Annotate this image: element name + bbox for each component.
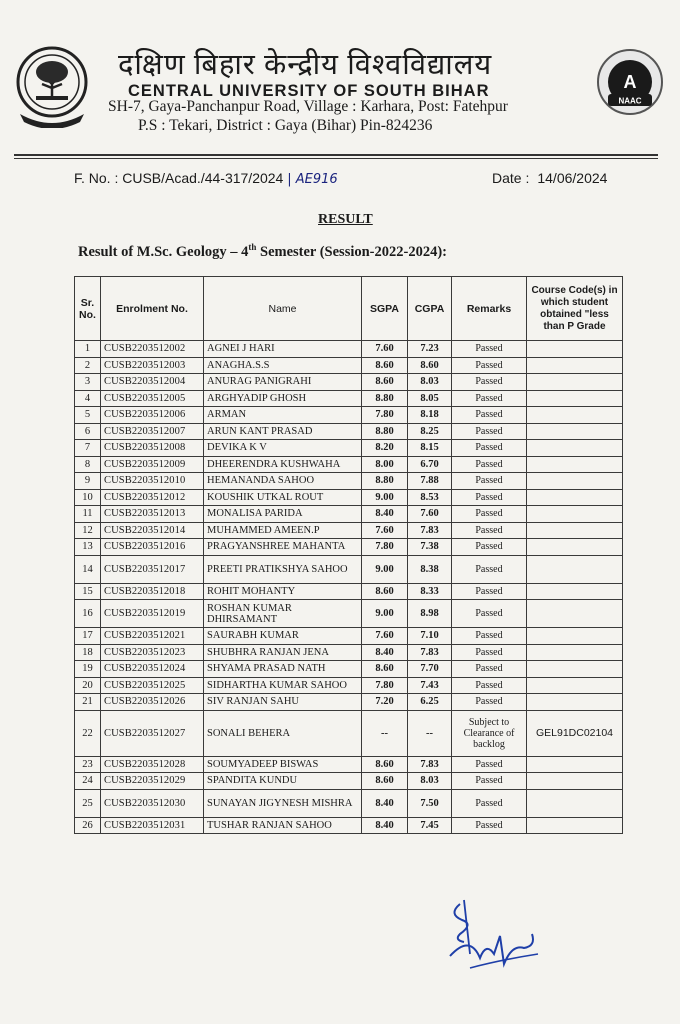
row-remarks: Passed: [452, 661, 527, 678]
address-line-1: SH-7, Gaya-Panchanpur Road, Village : Karhara, Post: Fatehpur: [108, 98, 508, 115]
row-enrolment-no: CUSB2203512030: [101, 789, 204, 817]
row-enrolment-no: CUSB2203512016: [101, 539, 204, 556]
row-remarks: Passed: [452, 773, 527, 790]
row-cgpa: 7.83: [408, 756, 452, 773]
table-row: [75, 390, 623, 407]
header-divider: [14, 154, 658, 156]
row-name: AGNEI J HARI: [204, 341, 362, 358]
row-cgpa: 8.18: [408, 407, 452, 424]
address-line-2: P.S : Tekari, District : Gaya (Bihar) Pin-824236: [138, 117, 433, 134]
row-sr-no: 4: [75, 390, 101, 407]
row-sr-no: 18: [75, 644, 101, 661]
row-cgpa: 7.10: [408, 628, 452, 645]
row-sr-no: 3: [75, 374, 101, 391]
row-cgpa: 8.60: [408, 357, 452, 374]
row-sr-no: 14: [75, 555, 101, 583]
university-logo: [14, 40, 90, 128]
row-name: HEMANANDA SAHOO: [204, 473, 362, 490]
row-sr-no: 6: [75, 423, 101, 440]
row-enrolment-no: CUSB2203512010: [101, 473, 204, 490]
row-cgpa: 7.50: [408, 789, 452, 817]
row-cgpa: 6.25: [408, 694, 452, 711]
row-sr-no: 11: [75, 506, 101, 523]
row-enrolment-no: CUSB2203512009: [101, 456, 204, 473]
row-name: ARMAN: [204, 407, 362, 424]
row-remarks: Passed: [452, 817, 527, 834]
row-sr-no: 5: [75, 407, 101, 424]
row-course-code: [527, 390, 623, 407]
row-cgpa: 8.25: [408, 423, 452, 440]
row-name: KOUSHIK UTKAL ROUT: [204, 489, 362, 506]
row-name: SAURABH KUMAR: [204, 628, 362, 645]
row-sr-no: 23: [75, 756, 101, 773]
row-sgpa: 8.60: [362, 661, 408, 678]
row-sgpa: 7.60: [362, 522, 408, 539]
date-value: 14/06/2024: [537, 170, 608, 186]
row-course-code: [527, 756, 623, 773]
date-label: Date :: [492, 170, 530, 186]
table-row: [75, 489, 623, 506]
row-sgpa: 8.40: [362, 817, 408, 834]
naac-label: NAAC: [618, 96, 642, 106]
row-enrolment-no: CUSB2203512004: [101, 374, 204, 391]
row-cgpa: 8.38: [408, 555, 452, 583]
row-remarks: Passed: [452, 789, 527, 817]
row-sr-no: 13: [75, 539, 101, 556]
row-name: SIV RANJAN SAHU: [204, 694, 362, 711]
issue-date: [492, 170, 607, 186]
header-course-codes: Course Code(s) in which student obtained "less than P Grade: [527, 277, 623, 341]
table-row: [75, 710, 623, 756]
row-course-code: GEL91DC02104: [527, 710, 623, 756]
row-remarks: Passed: [452, 506, 527, 523]
table-row: [75, 522, 623, 539]
table-row: [75, 555, 623, 583]
result-table-body: [75, 341, 623, 834]
row-name: DEVIKA K V: [204, 440, 362, 457]
row-sgpa: 7.60: [362, 341, 408, 358]
row-sgpa: 8.40: [362, 789, 408, 817]
row-course-code: [527, 694, 623, 711]
row-remarks: Passed: [452, 628, 527, 645]
table-row: [75, 407, 623, 424]
row-sgpa: 8.20: [362, 440, 408, 457]
header-name: Name: [204, 277, 362, 341]
row-sr-no: 2: [75, 357, 101, 374]
row-enrolment-no: CUSB2203512024: [101, 661, 204, 678]
row-enrolment-no: CUSB2203512007: [101, 423, 204, 440]
row-remarks: Passed: [452, 473, 527, 490]
row-name: TUSHAR RANJAN SAHOO: [204, 817, 362, 834]
row-enrolment-no: CUSB2203512023: [101, 644, 204, 661]
row-remarks: Passed: [452, 341, 527, 358]
row-sr-no: 8: [75, 456, 101, 473]
row-remarks: Passed: [452, 522, 527, 539]
row-enrolment-no: CUSB2203512025: [101, 677, 204, 694]
header-sr-no: Sr. No.: [75, 277, 101, 341]
file-number-printed: F. No. : CUSB/Acad./44-317/2024: [74, 170, 284, 186]
row-sgpa: 9.00: [362, 489, 408, 506]
row-course-code: [527, 661, 623, 678]
header-sgpa: SGPA: [362, 277, 408, 341]
row-cgpa: 6.70: [408, 456, 452, 473]
row-cgpa: 8.03: [408, 773, 452, 790]
row-course-code: [527, 473, 623, 490]
row-sgpa: 8.00: [362, 456, 408, 473]
row-course-code: [527, 407, 623, 424]
result-subtitle: Result of M.Sc. Geology – 4th Semester (Session-2022-2024):: [78, 242, 447, 260]
row-course-code: [527, 440, 623, 457]
university-name-hindi: दक्षिण बिहार केन्द्रीय विश्वविद्यालय: [118, 49, 493, 81]
row-cgpa: 7.43: [408, 677, 452, 694]
row-sgpa: --: [362, 710, 408, 756]
row-sgpa: 8.60: [362, 357, 408, 374]
row-remarks: Passed: [452, 407, 527, 424]
row-course-code: [527, 423, 623, 440]
row-sgpa: 8.80: [362, 423, 408, 440]
row-enrolment-no: CUSB2203512017: [101, 555, 204, 583]
row-remarks: Passed: [452, 644, 527, 661]
row-sr-no: 7: [75, 440, 101, 457]
row-enrolment-no: CUSB2203512005: [101, 390, 204, 407]
table-row: [75, 539, 623, 556]
file-number-handwritten: | AE916: [287, 172, 338, 187]
row-remarks: Passed: [452, 440, 527, 457]
row-course-code: [527, 374, 623, 391]
row-enrolment-no: CUSB2203512029: [101, 773, 204, 790]
row-enrolment-no: CUSB2203512028: [101, 756, 204, 773]
header-enrolment: Enrolment No.: [101, 277, 204, 341]
row-enrolment-no: CUSB2203512031: [101, 817, 204, 834]
row-course-code: [527, 583, 623, 600]
row-cgpa: 7.88: [408, 473, 452, 490]
row-name: SIDHARTHA KUMAR SAHOO: [204, 677, 362, 694]
row-enrolment-no: CUSB2203512018: [101, 583, 204, 600]
row-course-code: [527, 489, 623, 506]
row-sr-no: 25: [75, 789, 101, 817]
table-row: [75, 773, 623, 790]
row-course-code: [527, 539, 623, 556]
row-sgpa: 8.60: [362, 756, 408, 773]
row-sgpa: 9.00: [362, 555, 408, 583]
row-name: ARUN KANT PRASAD: [204, 423, 362, 440]
table-row: [75, 789, 623, 817]
table-row: [75, 583, 623, 600]
row-name: PRAGYANSHREE MAHANTA: [204, 539, 362, 556]
row-cgpa: --: [408, 710, 452, 756]
table-row: [75, 661, 623, 678]
table-row: [75, 506, 623, 523]
row-enrolment-no: CUSB2203512012: [101, 489, 204, 506]
row-name: ROHIT MOHANTY: [204, 583, 362, 600]
row-remarks: Passed: [452, 694, 527, 711]
signature: [440, 894, 550, 984]
row-sgpa: 8.60: [362, 374, 408, 391]
row-cgpa: 8.05: [408, 390, 452, 407]
row-remarks: Passed: [452, 756, 527, 773]
row-course-code: [527, 600, 623, 628]
row-sr-no: 1: [75, 341, 101, 358]
row-cgpa: 7.70: [408, 661, 452, 678]
row-course-code: [527, 628, 623, 645]
table-row: [75, 341, 623, 358]
table-row: [75, 600, 623, 628]
row-enrolment-no: CUSB2203512021: [101, 628, 204, 645]
row-remarks: Passed: [452, 390, 527, 407]
row-remarks: Subject to Clearance of backlog: [452, 710, 527, 756]
row-sgpa: 7.20: [362, 694, 408, 711]
row-name: SOUMYADEEP BISWAS: [204, 756, 362, 773]
row-name: SHYAMA PRASAD NATH: [204, 661, 362, 678]
row-course-code: [527, 506, 623, 523]
file-number: [74, 170, 338, 187]
row-remarks: Passed: [452, 600, 527, 628]
row-sgpa: 8.80: [362, 390, 408, 407]
row-sgpa: 8.60: [362, 773, 408, 790]
row-name: DHEERENDRA KUSHWAHA: [204, 456, 362, 473]
row-course-code: [527, 817, 623, 834]
row-name: ANAGHA.S.S: [204, 357, 362, 374]
table-row: [75, 677, 623, 694]
row-sgpa: 8.60: [362, 583, 408, 600]
row-enrolment-no: CUSB2203512014: [101, 522, 204, 539]
table-row: [75, 374, 623, 391]
row-sr-no: 19: [75, 661, 101, 678]
table-row: [75, 440, 623, 457]
row-sr-no: 9: [75, 473, 101, 490]
row-enrolment-no: CUSB2203512019: [101, 600, 204, 628]
row-sr-no: 15: [75, 583, 101, 600]
row-course-code: [527, 456, 623, 473]
row-remarks: Passed: [452, 374, 527, 391]
row-enrolment-no: CUSB2203512002: [101, 341, 204, 358]
row-cgpa: 8.33: [408, 583, 452, 600]
row-sr-no: 16: [75, 600, 101, 628]
naac-grade: A: [623, 72, 637, 92]
row-remarks: Passed: [452, 423, 527, 440]
row-name: ARGHYADIP GHOSH: [204, 390, 362, 407]
row-sr-no: 22: [75, 710, 101, 756]
row-name: ROSHAN KUMAR DHIRSAMANT: [204, 600, 362, 628]
table-row: [75, 628, 623, 645]
row-cgpa: 7.45: [408, 817, 452, 834]
document-title: RESULT: [318, 212, 373, 227]
result-table: [74, 276, 623, 834]
table-row: [75, 817, 623, 834]
row-cgpa: 7.60: [408, 506, 452, 523]
row-cgpa: 8.15: [408, 440, 452, 457]
row-remarks: Passed: [452, 456, 527, 473]
row-cgpa: 7.23: [408, 341, 452, 358]
row-remarks: Passed: [452, 583, 527, 600]
row-cgpa: 8.03: [408, 374, 452, 391]
row-enrolment-no: CUSB2203512013: [101, 506, 204, 523]
row-sgpa: 7.60: [362, 628, 408, 645]
row-cgpa: 7.83: [408, 522, 452, 539]
row-remarks: Passed: [452, 489, 527, 506]
row-name: SHUBHRA RANJAN JENA: [204, 644, 362, 661]
row-course-code: [527, 357, 623, 374]
row-cgpa: 7.38: [408, 539, 452, 556]
table-row: [75, 756, 623, 773]
row-remarks: Passed: [452, 539, 527, 556]
naac-badge-icon: [596, 48, 664, 116]
row-sr-no: 20: [75, 677, 101, 694]
row-course-code: [527, 341, 623, 358]
row-remarks: Passed: [452, 677, 527, 694]
row-enrolment-no: CUSB2203512006: [101, 407, 204, 424]
row-remarks: Passed: [452, 357, 527, 374]
row-course-code: [527, 677, 623, 694]
row-name: SUNAYAN JIGYNESH MISHRA: [204, 789, 362, 817]
row-enrolment-no: CUSB2203512003: [101, 357, 204, 374]
row-course-code: [527, 773, 623, 790]
university-name-english: CENTRAL UNIVERSITY OF SOUTH BIHAR: [128, 82, 490, 100]
row-enrolment-no: CUSB2203512027: [101, 710, 204, 756]
row-remarks: Passed: [452, 555, 527, 583]
row-name: MUHAMMED AMEEN.P: [204, 522, 362, 539]
row-sgpa: 8.80: [362, 473, 408, 490]
row-sgpa: 7.80: [362, 677, 408, 694]
header-cgpa: CGPA: [408, 277, 452, 341]
row-course-code: [527, 789, 623, 817]
row-enrolment-no: CUSB2203512008: [101, 440, 204, 457]
row-sgpa: 7.80: [362, 539, 408, 556]
row-sr-no: 17: [75, 628, 101, 645]
row-sgpa: 7.80: [362, 407, 408, 424]
row-sr-no: 21: [75, 694, 101, 711]
header-divider-thin: [14, 158, 658, 159]
row-enrolment-no: CUSB2203512026: [101, 694, 204, 711]
row-cgpa: 8.53: [408, 489, 452, 506]
table-row: [75, 644, 623, 661]
row-name: SPANDITA KUNDU: [204, 773, 362, 790]
row-cgpa: 7.83: [408, 644, 452, 661]
row-sr-no: 10: [75, 489, 101, 506]
row-sr-no: 24: [75, 773, 101, 790]
row-course-code: [527, 644, 623, 661]
table-row: [75, 456, 623, 473]
row-cgpa: 8.98: [408, 600, 452, 628]
row-name: MONALISA PARIDA: [204, 506, 362, 523]
row-sgpa: 8.40: [362, 644, 408, 661]
table-row: [75, 357, 623, 374]
row-sgpa: 9.00: [362, 600, 408, 628]
row-course-code: [527, 555, 623, 583]
row-name: PREETI PRATIKSHYA SAHOO: [204, 555, 362, 583]
table-row: [75, 694, 623, 711]
header-remarks: Remarks: [452, 277, 527, 341]
row-sgpa: 8.40: [362, 506, 408, 523]
row-sr-no: 12: [75, 522, 101, 539]
row-sr-no: 26: [75, 817, 101, 834]
table-row: [75, 423, 623, 440]
row-name: SONALI BEHERA: [204, 710, 362, 756]
row-name: ANURAG PANIGRAHI: [204, 374, 362, 391]
table-row: [75, 473, 623, 490]
row-course-code: [527, 522, 623, 539]
